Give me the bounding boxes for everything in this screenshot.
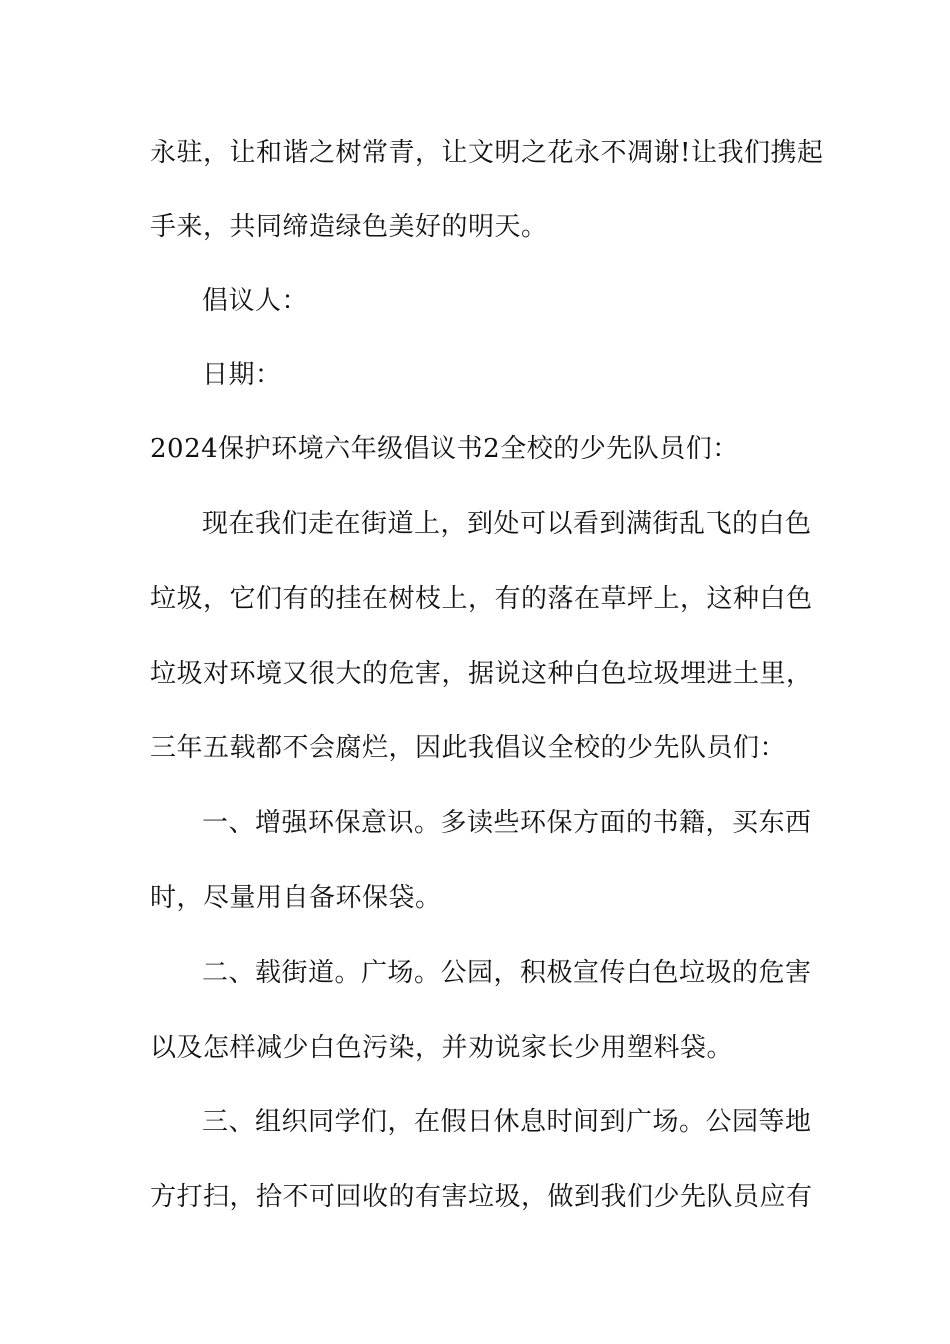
text-line: 以及怎样减少白色污染，并劝说家长少用塑料袋。 bbox=[150, 1033, 734, 1063]
text-line: 现在我们走在街道上，到处可以看到满街乱飞的白色 bbox=[202, 509, 812, 539]
signer-label: 倡议人： bbox=[202, 286, 309, 316]
text-line: 永驻，让和谐之树常青，让文明之花永不凋谢!让我们携起 bbox=[150, 138, 824, 168]
text-line: 垃圾，它们有的挂在树枝上，有的落在草坪上，这种白色 bbox=[150, 584, 813, 614]
text-line: 时，尽量用自备环保袋。 bbox=[150, 883, 442, 913]
section-heading: 2024保护环境六年级倡议书2全校的少先队员们： bbox=[150, 434, 739, 464]
text-line: 手来，共同缔造绿色美好的明天。 bbox=[150, 212, 548, 242]
proposal-item-1: 一、增强环保意识。多读些环保方面的书籍，买东西 bbox=[202, 808, 812, 838]
proposal-item-3: 三、组织同学们，在假日休息时间到广场。公园等地 bbox=[202, 1107, 812, 1137]
text-line: 方打扫，拾不可回收的有害垃圾，做到我们少先队员应有 bbox=[150, 1182, 813, 1212]
text-line: 垃圾对环境又很大的危害，据说这种白色垃圾埋进土里， bbox=[150, 659, 813, 689]
proposal-item-2: 二、载街道。广场。公园，积极宣传白色垃圾的危害 bbox=[202, 958, 812, 988]
text-line: 三年五载都不会腐烂，因此我倡议全校的少先队员们： bbox=[150, 733, 787, 763]
date-label: 日期： bbox=[202, 360, 282, 390]
